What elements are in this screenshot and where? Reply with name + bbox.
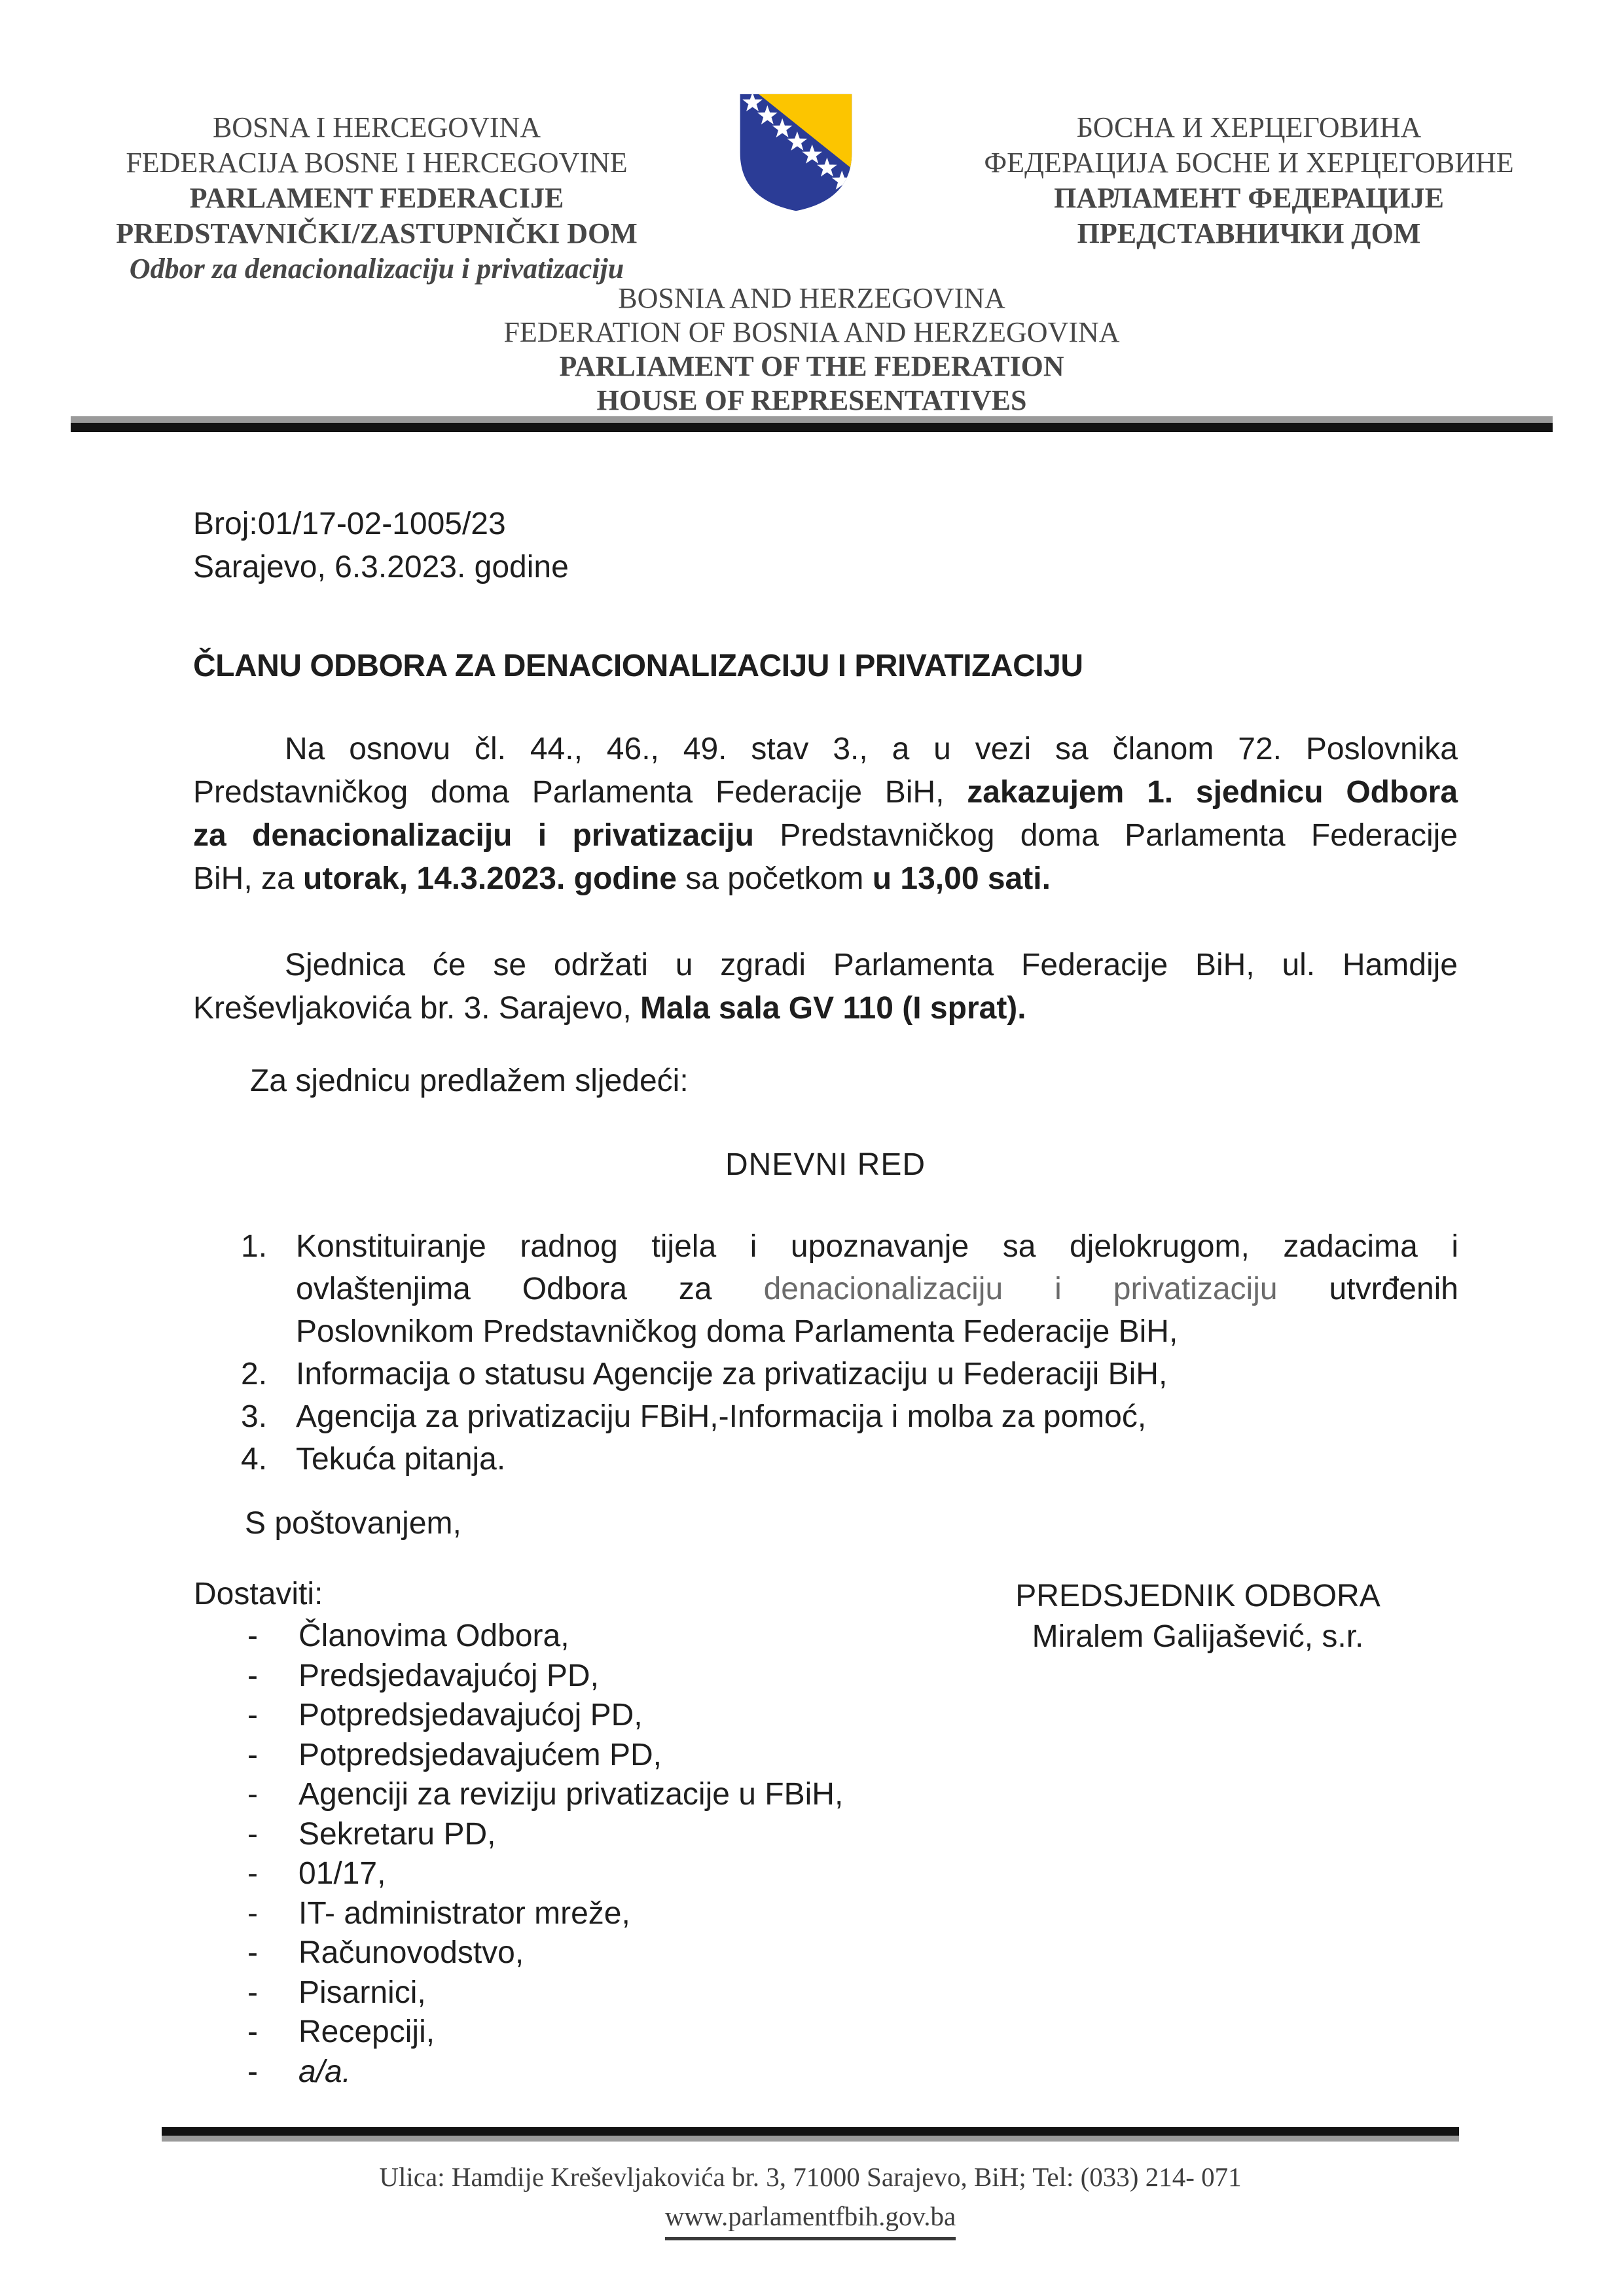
text-line (922, 181, 1576, 216)
text-segment: sa početkom (676, 861, 873, 896)
text-segment: Tekuća pitanja. (296, 1442, 506, 1477)
distribution-item (244, 1775, 843, 1815)
text-line (432, 384, 1191, 418)
dash-bullet: - (247, 2015, 258, 2049)
agenda-item-text (296, 1395, 1458, 1438)
distribution-item (244, 1657, 843, 1696)
text-segment: denacionalizaciju i privatizaciju (763, 1272, 1278, 1306)
text-segment: Odbor za denacionalizaciju i privatizaciju (129, 253, 624, 285)
text-segment: u 13,00 sati. (872, 861, 1051, 896)
paragraph-legal-basis (193, 728, 1458, 901)
text-segment: Računovodstvo, (298, 1935, 524, 1970)
text-line (58, 145, 696, 181)
text-segment: utvrđenih (1277, 1272, 1458, 1306)
text-segment: za denacionalizaciju i privatizaciju (193, 818, 754, 853)
letterhead-english-block (432, 281, 1191, 418)
dash-bullet: - (247, 1658, 258, 1693)
agenda-list (241, 1225, 1458, 1480)
text-segment: FEDERACIJA BOSNE I HERCEGOVINE (126, 147, 628, 179)
text-segment: Predstavničkog doma Parlamenta Federacije BiH, (193, 775, 967, 810)
footer (162, 2157, 1459, 2240)
text-segment: IT- administrator mreže, (298, 1895, 630, 1931)
text-line (193, 987, 1458, 1030)
text-segment: a/a. (298, 2054, 352, 2089)
dash-bullet: - (247, 1895, 258, 1931)
text-line (193, 857, 1458, 901)
dash-bullet: - (247, 1856, 258, 1891)
text-line (922, 110, 1576, 145)
recipient-heading: ČLANU ODBORA ZA DENACIONALIZACIJU I PRIVATIZACIJU (193, 649, 1083, 683)
text-segment: Konstituiranje radnog tijela i upoznavanje sa djelokrugom, zadacima i (296, 1229, 1458, 1264)
footer-address: Ulica: Hamdije Kreševljakovića br. 3, 71000 Sarajevo, BiH; Tel: (033) 214- 071 (379, 2162, 1242, 2192)
agenda-proposal-line: Za sjednicu predlažem sljedeći: (250, 1064, 689, 1098)
dash-bullet: - (247, 2054, 258, 2089)
text-line (432, 281, 1191, 315)
text-segment: БОСНА И ХЕРЦЕГОВИНА (1076, 111, 1422, 143)
reference-number: Broj:01/17-02-1005/23 (193, 507, 506, 541)
agenda-item-text (296, 1353, 1458, 1395)
distribution-item (244, 1736, 843, 1776)
text-segment: Agencija za privatizaciju FBiH,-Informacija i molba za pomoć, (296, 1399, 1147, 1434)
dash-bullet: - (247, 1816, 258, 1852)
distribution-item (244, 1973, 843, 2013)
agenda-title: DNEVNI RED (725, 1147, 926, 1182)
footer-website: www.parlamentfbih.gov.ba (665, 2197, 956, 2240)
text-segment: PREDSTAVNIČKI/ZASTUPNIČKI DOM (116, 217, 638, 249)
text-line (193, 728, 1458, 771)
text-segment: ФЕДЕРАЦИЈА БОСНЕ И ХЕРЦЕГОВИНЕ (984, 147, 1514, 179)
text-line (922, 216, 1576, 251)
text-segment: Informacija o statusu Agencije za privatizaciju u Federaciji BiH, (296, 1357, 1168, 1391)
text-segment: Predstavničkog doma Parlamenta Federacije (753, 818, 1458, 853)
text-segment: BOSNA I HERCEGOVINA (212, 111, 541, 143)
text-segment: Kreševljakovića br. 3. Sarajevo, (193, 991, 640, 1026)
text-segment: 01/17, (298, 1856, 386, 1891)
text-segment: Mala sala GV 110 (I sprat). (640, 991, 1026, 1026)
letterhead-latin-block (58, 110, 696, 287)
distribution-item (244, 1894, 843, 1934)
agenda-item (241, 1353, 1458, 1395)
distribution-item (244, 2013, 843, 2053)
agenda-item-text (296, 1438, 1458, 1480)
agenda-item (241, 1225, 1458, 1353)
dash-bullet: - (247, 1619, 258, 1653)
distribution-item (244, 1617, 843, 1657)
text-segment: Članovima Odbora, (298, 1619, 569, 1653)
text-line (193, 771, 1458, 814)
agenda-item-number: 4. (241, 1442, 268, 1477)
header-divider (71, 416, 1553, 432)
closing-salutation: S poštovanjem, (245, 1506, 461, 1541)
dash-bullet: - (247, 1737, 258, 1772)
agenda-item-number: 2. (241, 1357, 268, 1391)
text-segment: FEDERATION OF BOSNIA AND HERZEGOVINA (503, 316, 1120, 348)
footer-divider-gray-stripe (162, 2136, 1459, 2142)
dash-bullet: - (247, 1698, 258, 1732)
text-segment: Agenciji za reviziju privatizacije u FBiH, (298, 1777, 844, 1812)
header-divider-gray-stripe (71, 416, 1553, 423)
document-meta (193, 503, 569, 589)
text-segment: Sekretaru PD, (298, 1816, 496, 1852)
text-line (296, 1310, 1458, 1353)
distribution-item (244, 1854, 843, 1894)
distribution-item (244, 1815, 843, 1855)
text-line (922, 145, 1576, 181)
text-segment: utorak, 14.3.2023. godine (303, 861, 677, 896)
place-and-date: Sarajevo, 6.3.2023. godine (193, 550, 569, 584)
text-segment: BOSNIA AND HERZEGOVINA (618, 282, 1005, 314)
text-segment: Sjednica će se održati u zgradi Parlamenta Federacije BiH, ul. Hamdije (285, 948, 1458, 982)
text-segment: Potpredsjedavajućem PD, (298, 1737, 662, 1772)
text-line (193, 814, 1458, 857)
agenda-item-number: 3. (241, 1399, 268, 1434)
agenda-item (241, 1438, 1458, 1480)
text-segment: Poslovnikom Predstavničkog doma Parlamenta Federacije BiH, (296, 1314, 1178, 1349)
text-segment: ovlaštenjima Odbora za (296, 1272, 764, 1306)
text-segment: Pisarnici, (298, 1975, 426, 2010)
footer-divider-black-stripe (162, 2127, 1459, 2136)
header-divider-black-stripe (71, 423, 1553, 432)
signer-name: Miralem Galijašević, s.r. (1032, 1619, 1364, 1654)
text-segment: Predsjedavajućoj PD, (298, 1658, 599, 1693)
text-segment: Recepciji, (298, 2015, 435, 2049)
dash-bullet: - (247, 1975, 258, 2010)
text-line (58, 216, 696, 251)
text-segment: HOUSE OF REPRESENTATIVES (596, 384, 1027, 416)
signer-title: PREDSJEDNIK ODBORA (1015, 1579, 1380, 1613)
paragraph-session-location (193, 944, 1458, 1030)
letterhead-cyrillic-block (922, 110, 1576, 251)
footer-divider (162, 2127, 1459, 2142)
text-segment: PARLIAMENT OF THE FEDERATION (559, 350, 1064, 382)
text-segment: PARLAMENT FEDERACIJE (189, 182, 564, 214)
text-segment: Na osnovu čl. 44., 46., 49. stav 3., a u vezi sa članom 72. Poslovnika (285, 732, 1458, 766)
signature-block (936, 1576, 1460, 1657)
dash-bullet: - (247, 1777, 258, 1812)
dash-bullet: - (247, 1935, 258, 1970)
text-line (296, 1395, 1458, 1438)
text-line (432, 350, 1191, 384)
distribution-label: Dostaviti: (194, 1577, 323, 1611)
agenda-item-number: 1. (241, 1229, 268, 1264)
text-segment: ПАРЛАМЕНТ ФЕДЕРАЦИЈЕ (1054, 182, 1444, 214)
distribution-item (244, 1696, 843, 1736)
text-segment: Potpredsjedavajućoj PD, (298, 1698, 643, 1732)
bih-coat-of-arms-icon (734, 92, 858, 213)
text-line (58, 110, 696, 145)
text-line (296, 1438, 1458, 1480)
text-line (296, 1353, 1458, 1395)
distribution-list (244, 1617, 843, 2092)
distribution-item (244, 1933, 843, 1973)
text-line (296, 1225, 1458, 1268)
text-line (296, 1268, 1458, 1310)
agenda-item (241, 1395, 1458, 1438)
text-line (193, 944, 1458, 987)
text-segment: BiH, za (193, 861, 304, 896)
text-segment: zakazujem 1. sjednicu Odbora (967, 775, 1458, 810)
distribution-item (244, 2053, 843, 2092)
agenda-item-text (296, 1225, 1458, 1353)
text-line (432, 315, 1191, 350)
text-line (58, 181, 696, 216)
text-segment: ПРЕДСТАВНИЧКИ ДОМ (1077, 217, 1421, 249)
